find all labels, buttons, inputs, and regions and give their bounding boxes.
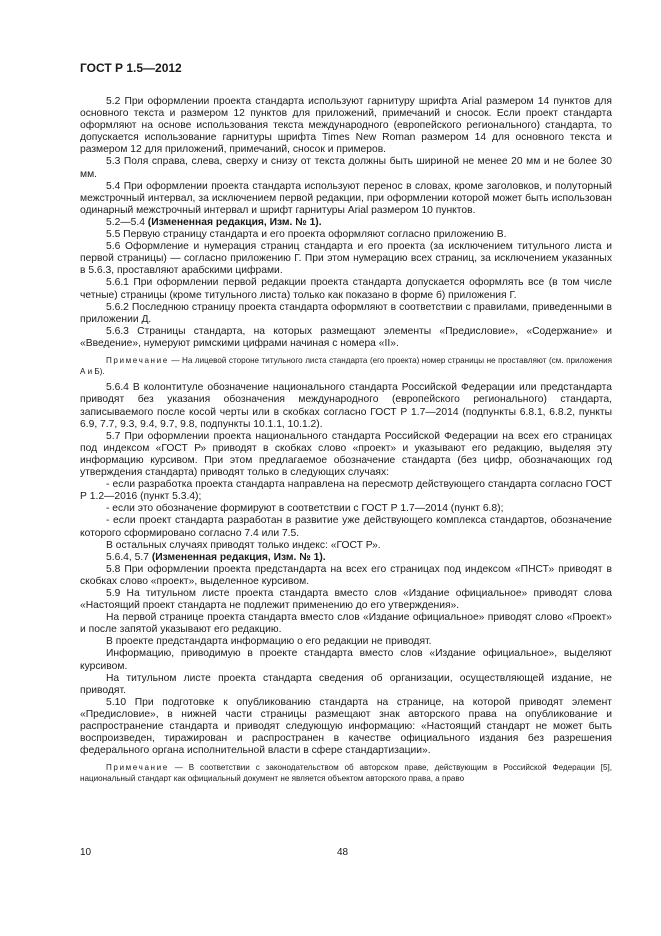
paragraph-other-cases: В остальных случаях приводят только индекс: «ГОСТ Р». (106, 539, 381, 551)
amendment-note-2 (80, 552, 612, 564)
list-item: - если проект стандарта разработан в развитие уже действующего комплекса стандартов, обозначение которого сформировано согласно 7.4 или 7.5. (80, 515, 612, 539)
note-2 (80, 762, 612, 784)
paragraph-5-6: 5.6 Оформление и нумерация страниц стандарта и его проекта (за исключением титульного листа и первой страницы) — согласно приложению Г. При этом нумерацию всех страниц, за исключением указанных в 5.6.3, проставляют арабскими цифрами. (80, 241, 612, 277)
body-text (80, 96, 612, 790)
paragraph-5-4: 5.4 При оформлении проекта стандарта используют перенос в словах, кроме заголовков, и полуторный межстрочный интервал, за исключением первой редакции, при оформлении которой может быть использован одинарный межстрочный интервал и шрифт гарнитуры Arial размером 10 пунктов. (80, 180, 612, 216)
paragraph-5-6-4: 5.6.4 В колонтитуле обозначение национального стандарта Российской Федерации или предстандарта приводят без указания обозначения международного (европейского регионального) стандарта, записываемого после косой черты или в скобках согласно ГОСТ Р 1.7—2014 (подпункты 6.8.1, 6.8.2, пункты 6.9, 7.7, 9.3, 9.4, 9.7, 9.8, подпункты 10.1.1, 10.1.2). (80, 382, 612, 430)
page-number: 10 (80, 847, 92, 858)
running-header: ГОСТ Р 1.5—2012 (80, 61, 182, 75)
paragraph-italic-info: Информацию, приводимую в проекте стандарта вместо слов «Издание официальное», выделяют курсивом. (80, 648, 612, 672)
paragraph-5-6-2: 5.6.2 Последнюю страницу проекта стандарта оформляют в соответствии с правилами, приведенными в приложении Д. (80, 301, 612, 325)
note-text: — В соответствии с законодательством об авторском праве, действующим в Российской Федерации [5], национальный стандарт как официальный документ не является объектом авторского права, а право (80, 763, 612, 784)
note-1 (80, 355, 612, 377)
amendment-note-1 (80, 217, 612, 229)
list-item: - если это обозначение формируют в соответствии с ГОСТ Р 1.7—2014 (пункт 6.8); (106, 503, 504, 515)
note-label: Примечание (106, 763, 169, 773)
amendment-text: (Измененная редакция, Изм. № 1). (151, 551, 326, 563)
note-text: — На лицевой стороне титульного листа стандарта (его проекта) номер страницы не проставляют (см. приложения А и Б). (80, 355, 612, 377)
amendment-text: (Измененная редакция, Изм. № 1). (147, 216, 322, 228)
paragraph-5-6-1: 5.6.1 При оформлении первой редакции проекта стандарта допускается оформлять все (в том числе четные) страницы (кроме титульного листа) только как показано в форме б) приложения Г. (80, 277, 612, 301)
amendment-ref: 5.6.4, 5.7 (106, 551, 152, 563)
paragraph-5-3: 5.3 Поля справа, слева, сверху и снизу от текста должны быть шириной не менее 20 мм и не более 30 мм. (80, 156, 612, 180)
paragraph-5-9: 5.9 На титульном листе проекта стандарта вместо слов «Издание официальное» приводят слова «Настоящий проект стандарта не подлежит применению до его утверждения». (80, 587, 612, 612)
list-item: - если разработка проекта стандарта направлена на пересмотр действующего стандарта согласно ГОСТ Р 1.2—2016 (пункт 5.3.4); (80, 479, 612, 503)
paragraph-prestandard: В проекте предстандарта информацию о его редакции не приводят. (106, 636, 432, 648)
paragraph-5-8: 5.8 При оформлении проекта предстандарта на всех его страницах под индексом «ПНСТ» приводят в скобках слово «проект», выделенное курсивом. (80, 563, 612, 587)
paragraph-5-5: 5.5 Первую страницу стандарта и его проекта оформляют согласно приложению В. (106, 229, 507, 241)
paragraph-5-6-3: 5.6.3 Страницы стандарта, на которых размещают элементы «Предисловие», «Содержание» и «Введение», нумеруют римскими цифрами начиная с номера «II». (80, 325, 612, 349)
scan-page-number: 48 (337, 847, 349, 858)
note-label: Примечание (106, 355, 169, 365)
paragraph-5-7: 5.7 При оформлении проекта национального стандарта Российской Федерации на всех его страницах под индексом «ГОСТ Р» приводят в скобках слово «проект» и указывают его редакцию, выделяя эту информацию курсивом. При этом предлагаемое обозначение стандарта (без цифр, обозначающих год утверждения стандарта) приводят только в следующих случаях: (80, 430, 612, 479)
paragraph-5-10: 5.10 При подготовке к опубликованию стандарта на странице, на которой приводят элемент «Предисловие», в нижней части страницы размещают знак авторского права на опубликование и распространение стандарта и приводят следующую информацию: «Настоящий стандарт не может быть воспроизведен, тиражирован и распространен в качестве официального издания без разрешения федерального органа исполнительной власти в сфере стандартизации». (80, 696, 612, 757)
amendment-ref: 5.2—5.4 (106, 216, 148, 228)
paragraph-title-page: На титульном листе проекта стандарта сведения об организации, осуществляющей издание, не приводят. (80, 672, 612, 696)
paragraph-5-2: 5.2 При оформлении проекта стандарта используют гарнитуру шрифта Arial размером 14 пунктов для основного текста и размером 12 пунктов для приложений, примечаний и сносок. Если проект стандарта оформляют на основе использования текста международного (европейского регионального) стандарта, то допускается использование гарнитуры шрифта Times New Roman размером 14 для основного текста и размером 12 для приложений, примечаний, сносок и примеров. (80, 96, 612, 156)
paragraph-first-page: На первой странице проекта стандарта вместо слов «Издание официальное» приводят слово «Проект» и после запятой указывают его редакцию. (80, 612, 612, 636)
